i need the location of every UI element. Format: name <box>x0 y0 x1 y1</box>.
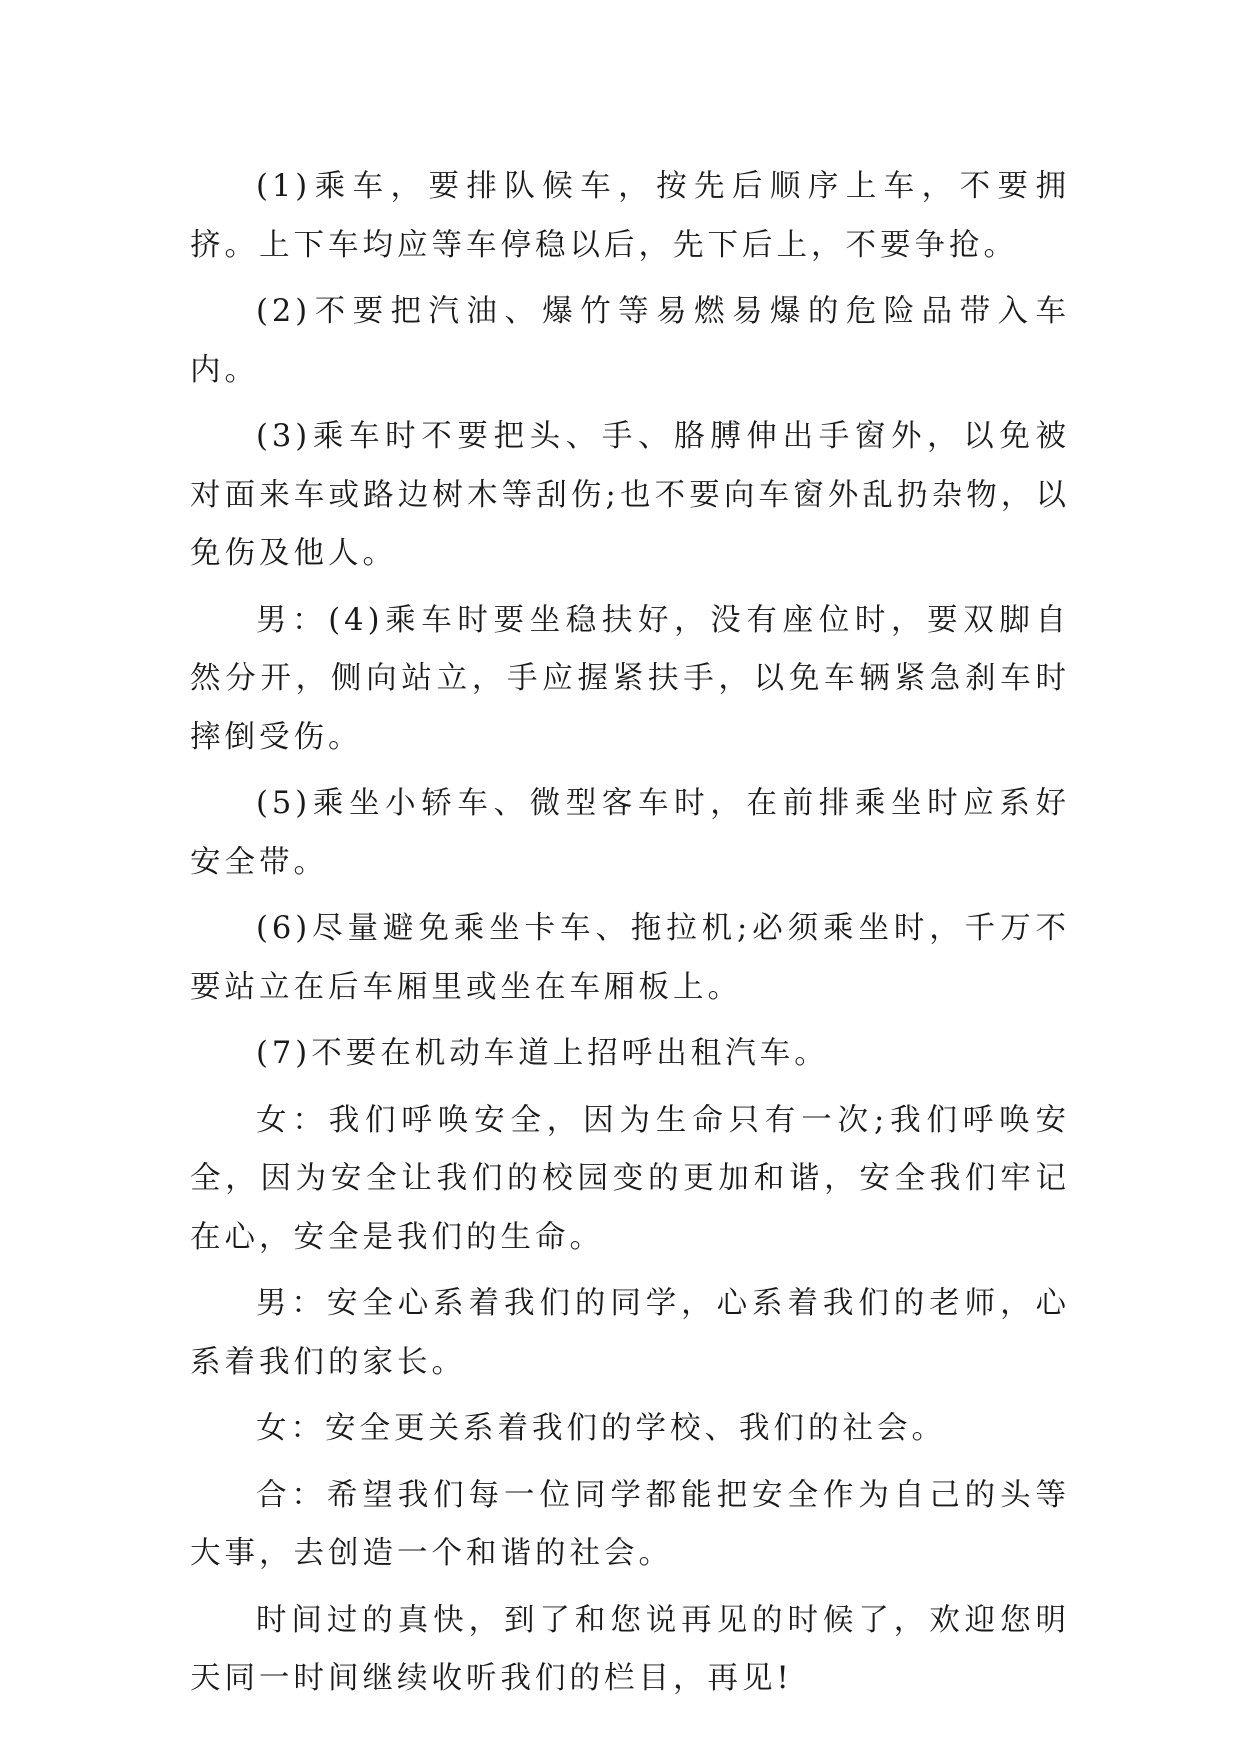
paragraph-rule-6: (6)尽量避免乘坐卡车、拖拉机;必须乘坐时，千万不要站立在后车厢里或坐在车厢板上。 <box>190 911 1070 1005</box>
paragraph-rule-1: (1)乘车，要排队候车，按先后顺序上车，不要拥挤。上下车均应等车停稳以后，先下后上，不要争抢。 <box>190 169 1070 263</box>
paragraph-rule-4: 男：(4)乘车时要坐稳扶好，没有座位时，要双脚自然分开，侧向站立，手应握紧扶手，以免车辆紧急刹车时摔倒受伤。 <box>190 602 1070 755</box>
paragraph-closing: 时间过的真快，到了和您说再见的时候了，欢迎您明天同一时间继续收听我们的栏目，再见! <box>190 1602 1070 1696</box>
paragraph-together-line: 合：希望我们每一位同学都能把安全作为自己的头等大事，去创造一个和谐的社会。 <box>190 1477 1070 1571</box>
document-body <box>190 158 1070 1717</box>
paragraph-rule-3: (3)乘车时不要把头、手、胳膊伸出手窗外，以免被对面来车或路边树木等刮伤;也不要向车窗外乱扔杂物，以免伤及他人。 <box>190 419 1070 571</box>
paragraph-rule-2: (2)不要把汽油、爆竹等易燃易爆的危险品带入车内。 <box>190 294 1070 388</box>
paragraph-female-line-1: 女：我们呼唤安全，因为生命只有一次;我们呼唤安全，因为安全让我们的校园变的更加和谐，安全我们牢记在心，安全是我们的生命。 <box>190 1102 1070 1255</box>
paragraph-female-line-2: 女：安全更关系着我们的学校、我们的社会。 <box>256 1411 946 1446</box>
paragraph-rule-5: (5)乘坐小轿车、微型客车时，在前排乘坐时应系好安全带。 <box>190 786 1070 880</box>
paragraph-male-line: 男：安全心系着我们的同学，心系着我们的老师，心系着我们的家长。 <box>190 1286 1070 1380</box>
paragraph-rule-7: (7)不要在机动车道上招呼出租汽车。 <box>256 1036 829 1071</box>
